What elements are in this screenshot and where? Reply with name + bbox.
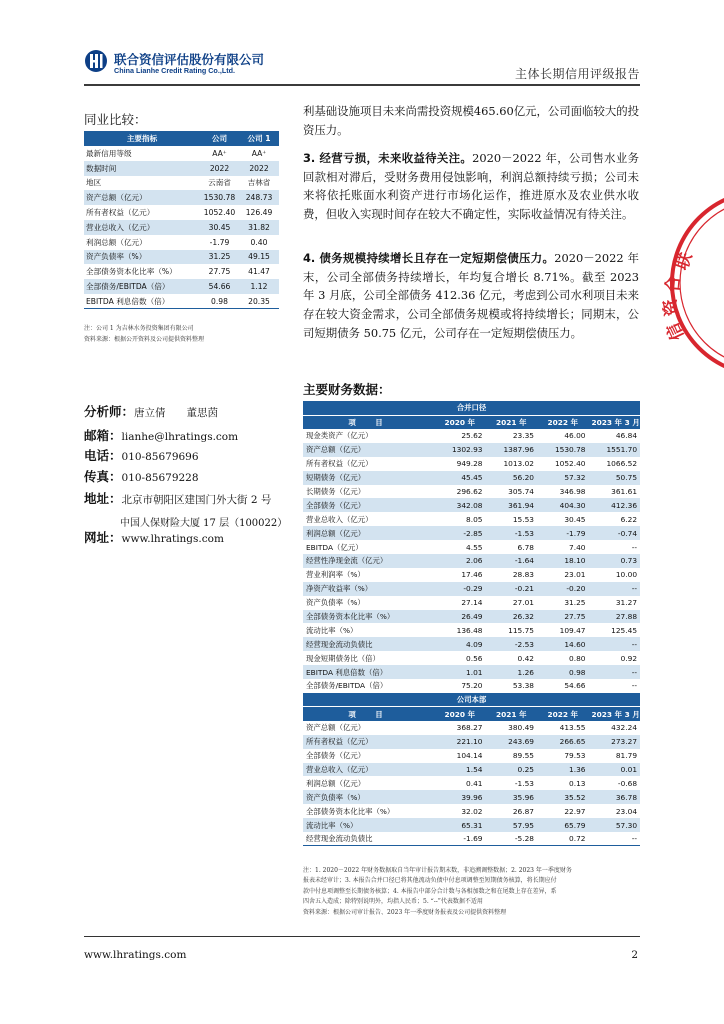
row-label: 现金短期债务比（倍）: [306, 653, 380, 663]
table-row: [303, 429, 640, 443]
table-row: [303, 498, 640, 512]
cell-value: 26.49: [434, 610, 486, 624]
paragraph-4: [303, 249, 639, 343]
table-row: [84, 294, 279, 309]
table-row: [303, 804, 640, 818]
table-row: [84, 235, 279, 250]
row-label: EBITDA（亿元）: [306, 542, 363, 552]
cell-value: 4.55: [466, 542, 483, 552]
row-label: 经营现金流动负债比: [303, 637, 434, 651]
cell-value: AA⁺: [212, 148, 227, 158]
cell-value: -1.79: [537, 526, 589, 540]
cell-value: 1.54: [434, 763, 486, 777]
cell-value: 0.73: [589, 554, 641, 568]
cell-value: 28.83: [512, 570, 534, 580]
row-label: 资产总额（亿元）: [84, 190, 200, 205]
cell-value: 35.52: [537, 790, 589, 804]
cell-value: 89.55: [512, 751, 534, 761]
table-row: [84, 176, 279, 191]
row-label: 营业利润率（%）: [306, 570, 365, 580]
table-row: [303, 568, 640, 582]
cell-value: 248.73: [239, 190, 279, 205]
table-row: [303, 651, 640, 665]
cell-value: 0.80: [569, 653, 586, 663]
cell-value: 346.98: [559, 487, 586, 496]
svg-text:合: 合: [663, 274, 685, 294]
table-header-row: [84, 131, 279, 146]
address-value-2: 中国人保财险大厦 17 层（100022）: [120, 518, 288, 529]
column-header: 2022 年: [537, 707, 589, 721]
cell-value: 412.36: [589, 498, 641, 512]
cell-value: 2022: [239, 161, 279, 176]
cell-value: 1387.96: [486, 443, 538, 457]
row-label: 短期债务（亿元）: [303, 471, 434, 485]
cell-value: 27.88: [589, 610, 641, 624]
cell-value: 125.45: [611, 625, 638, 635]
cell-value: 8.05: [466, 514, 483, 524]
cell-value: 361.94: [486, 498, 538, 512]
cell-value: 243.69: [486, 735, 538, 749]
row-label: 全部债务/EBITDA（倍）: [84, 279, 200, 294]
cell-value: 云南省: [208, 178, 231, 188]
table-row: [303, 485, 640, 499]
row-label: 资产总额（亿元）: [303, 443, 434, 457]
paragraph-continued: 利基础设施项目未来尚需投资规模465.60亿元，公司面临较大的投资压力。: [303, 104, 640, 137]
table-row: [303, 623, 640, 637]
cell-value: 6.78: [517, 542, 534, 552]
cell-value: 1.36: [537, 763, 589, 777]
cell-value: 404.30: [537, 498, 589, 512]
cell-value: 54.66: [564, 681, 586, 691]
section-title: 公司本部: [303, 693, 640, 707]
table-row: [303, 554, 640, 568]
cell-value: -0.68: [617, 778, 638, 788]
table-row: [303, 832, 640, 846]
table-row: [84, 279, 279, 294]
cell-value: 273.27: [589, 735, 641, 749]
svg-text:信: 信: [663, 319, 689, 344]
cell-value: 1052.40: [203, 208, 236, 218]
row-label: 资产负债率（%）: [306, 598, 365, 608]
row-label: 全部债务（亿元）: [306, 751, 366, 761]
fax-value: 010-85679228: [121, 472, 199, 484]
cell-value: 56.20: [486, 471, 538, 485]
row-label: 资产负债率（%）: [84, 250, 200, 265]
table-row: [84, 250, 279, 265]
cell-value: 46.84: [615, 431, 638, 441]
row-label: 所有者权益（亿元）: [303, 735, 434, 749]
cell-value: 126.49: [245, 208, 273, 218]
cell-value: 39.96: [434, 790, 486, 804]
cell-value: -0.74: [589, 526, 641, 540]
fax-label: 传真：: [84, 469, 122, 484]
cell-value: --: [631, 681, 638, 691]
table-row: [303, 790, 640, 804]
cell-value: 380.49: [508, 723, 534, 733]
cell-value: 49.15: [239, 250, 279, 265]
financial-notes: [303, 866, 641, 918]
row-label: EBITDA 利息倍数（倍）: [84, 294, 200, 309]
analyst-label: 分析师：: [84, 404, 135, 419]
phone-line: [84, 446, 199, 464]
column-header: 2020 年: [434, 415, 486, 429]
cell-value: 10.00: [615, 570, 638, 580]
cell-value: -1.69: [434, 832, 486, 846]
cell-value: 1302.93: [434, 443, 486, 457]
row-label: 长期债务（亿元）: [306, 487, 366, 496]
svg-text:联: 联: [671, 249, 697, 273]
cell-value: 266.65: [537, 735, 589, 749]
row-label: 利润总额（亿元）: [86, 237, 147, 247]
cell-value: 305.74: [508, 487, 534, 496]
cell-value: 109.47: [559, 625, 586, 635]
column-header: 公司: [200, 131, 239, 146]
cell-value: 57.95: [486, 818, 538, 832]
cell-value: 75.20: [461, 681, 483, 691]
cell-value: 45.45: [434, 471, 486, 485]
note-line: 注：公司 1 为吉林水务投资集团有限公司: [84, 325, 194, 332]
row-label: 全部债务资本化比率（%）: [303, 610, 434, 624]
paragraph-3: [303, 149, 639, 224]
row-label: 数据时间: [84, 161, 200, 176]
row-label: 所有者权益（亿元）: [306, 459, 373, 469]
cell-value: 1551.70: [589, 443, 641, 457]
footer-website[interactable]: www.lhratings.com: [84, 949, 187, 961]
cell-value: 36.78: [589, 790, 641, 804]
row-label: 现金类资产（亿元）: [306, 431, 373, 441]
table-row: [84, 205, 279, 220]
cell-value: 65.79: [537, 818, 589, 832]
cell-value: 0.98: [200, 294, 239, 309]
note-line: 注：1. 2020－2022 年财务数据取自当年审计报告期末数，非追溯调整数据；2. 2023 年一季度财务: [303, 867, 572, 874]
cell-value: -1.79: [209, 237, 230, 247]
table-row: [303, 665, 640, 679]
cell-value: -2.53: [486, 637, 538, 651]
cell-value: 15.53: [512, 514, 534, 524]
row-label: 经营现金流动负债比: [303, 832, 434, 846]
row-label: 营业总收入（亿元）: [303, 763, 434, 777]
cell-value: 31.82: [239, 220, 279, 235]
page-number: 2: [631, 949, 638, 961]
row-label: 最新信用等级: [86, 148, 132, 158]
table-row: [303, 749, 640, 763]
table-row: [84, 264, 279, 279]
column-header: 公司 1: [239, 131, 279, 146]
cell-value: 27.14: [461, 598, 483, 608]
cell-value: 0.72: [537, 832, 589, 846]
email-label: 邮箱：: [84, 428, 122, 443]
fax-line: [84, 467, 199, 485]
note-line: 报表未经审计；3. 本报告合并口径已将其他流动负债中付息项调整至短期债务核算，将长期应付: [303, 877, 557, 885]
cell-value: 342.08: [434, 498, 486, 512]
cell-value: 65.31: [434, 818, 486, 832]
table-row: [303, 512, 640, 526]
cell-value: 30.45: [564, 514, 586, 524]
table-row: [303, 637, 640, 651]
cell-value: 35.96: [486, 790, 538, 804]
column-header: 项 目: [303, 707, 434, 721]
table-row: [303, 721, 640, 735]
table-row: [303, 596, 640, 610]
address-line: [84, 489, 271, 507]
cell-value: 吉林省: [247, 178, 271, 188]
analyst-names: 唐立倩 董思茵: [134, 407, 219, 419]
cell-value: 46.00: [564, 431, 586, 441]
financial-data-table: [303, 401, 640, 846]
cell-value: -1.64: [486, 554, 538, 568]
cell-value: -0.21: [486, 582, 538, 596]
cell-value: 4.09: [434, 637, 486, 651]
table-row: [303, 610, 640, 624]
cell-value: --: [589, 637, 641, 651]
cell-value: --: [589, 582, 641, 596]
row-label: 资产总额（亿元）: [306, 723, 366, 733]
cell-value: -0.20: [537, 582, 589, 596]
cell-value: 115.75: [508, 625, 534, 635]
svg-text:资: 资: [660, 297, 683, 318]
cell-value: 17.46: [461, 570, 483, 580]
column-header: 2022 年: [537, 415, 589, 429]
header-divider: [84, 84, 640, 86]
row-label: EBITDA 利息倍数（倍）: [303, 665, 434, 679]
cell-value: 30.45: [200, 220, 239, 235]
cell-value: -0.29: [434, 582, 486, 596]
cell-value: 20.35: [239, 294, 279, 309]
cell-value: 22.97: [564, 806, 586, 816]
analyst-line: [84, 402, 218, 420]
cell-value: 361.61: [611, 487, 638, 496]
cell-value: 1530.78: [537, 443, 589, 457]
cell-value: 54.66: [200, 279, 239, 294]
cell-value: 2022: [200, 161, 239, 176]
table-row: [84, 161, 279, 176]
cell-value: 413.55: [559, 723, 586, 733]
cell-value: 53.38: [512, 681, 534, 691]
table-row: [303, 471, 640, 485]
cell-value: 23.04: [615, 806, 638, 816]
table-row: [303, 526, 640, 540]
row-label: 营业总收入（亿元）: [306, 514, 373, 524]
cell-value: 7.40: [569, 542, 586, 552]
cell-value: 296.62: [456, 487, 483, 496]
row-label: 所有者权益（亿元）: [86, 208, 155, 218]
cell-value: 1.26: [486, 665, 538, 679]
company-name-cn: 联合资信评估股份有限公司: [114, 52, 265, 67]
cell-value: 31.27: [615, 598, 638, 608]
cell-value: 1013.02: [503, 459, 534, 469]
section-parent: [303, 693, 640, 707]
report-type: 主体长期信用评级报告: [514, 67, 640, 81]
table-row: [303, 735, 640, 749]
cell-value: --: [631, 542, 638, 552]
column-header: 项 目: [303, 415, 434, 429]
section-title: 合并口径: [303, 401, 640, 415]
peer-notes: [84, 324, 284, 345]
row-label: 全部债务资本化比率（%）: [306, 806, 395, 816]
row-label: 流动比率（%）: [303, 818, 434, 832]
company-name-en: China Lianhe Credit Rating Co.,Ltd.: [114, 66, 235, 75]
website-line: [84, 528, 224, 546]
address-value-1: 北京市朝阳区建国门外大街 2 号: [121, 494, 272, 506]
row-label: 流动比率（%）: [306, 625, 358, 635]
cell-value: -5.28: [486, 832, 538, 846]
cell-value: 0.25: [486, 763, 538, 777]
cell-value: 18.10: [537, 554, 589, 568]
paragraph-3-text: 2020－2022 年，公司售水业务回款相对滞后，受财务费用侵蚀影响，利润总额持续亏损；公司未来将依托账面水利资产进行市场化运作，推进原水及农业供水收费，但收入实现时间存在较大不确定性，实际收益情况有待关注。: [303, 151, 639, 222]
cell-value: 0.01: [589, 763, 641, 777]
paragraph-3-heading: 3. 经营亏损，未来收益待关注。: [303, 151, 473, 165]
cell-value: 27.75: [208, 267, 231, 277]
cell-value: 27.01: [512, 598, 534, 608]
cell-value: 57.32: [537, 471, 589, 485]
row-label: 净资产收益率（%）: [303, 582, 434, 596]
table-header-row: [303, 707, 640, 721]
cell-value: 136.48: [456, 625, 483, 635]
cell-value: 0.98: [537, 665, 589, 679]
cell-value: 27.75: [537, 610, 589, 624]
table-row: [303, 457, 640, 471]
cell-value: -2.85: [434, 526, 486, 540]
cell-value: 1.12: [239, 279, 279, 294]
table-row: [303, 763, 640, 777]
website-label: 网址：: [84, 530, 122, 545]
column-header: 2021 年: [486, 415, 538, 429]
table-row: [84, 190, 279, 205]
cell-value: 1052.40: [554, 459, 586, 469]
cell-value: 0.92: [620, 653, 638, 663]
table-row: [303, 443, 640, 457]
cell-value: 1066.52: [606, 459, 638, 469]
table-row: [303, 776, 640, 790]
cell-value: 14.60: [537, 637, 589, 651]
cell-value: 1.01: [434, 665, 486, 679]
cell-value: 6.22: [620, 514, 638, 524]
cell-value: 104.14: [456, 751, 483, 761]
row-label: 经营性净现金流（亿元）: [303, 554, 434, 568]
paragraph-4-heading: 4. 债务规模持续增长且存在一定短期偿债压力。: [303, 251, 555, 265]
email-link[interactable]: lianhe@lhratings.com: [121, 431, 239, 443]
cell-value: 79.53: [564, 751, 586, 761]
email-line: [84, 426, 238, 444]
column-header: 2023 年 3 月: [589, 707, 641, 721]
note-line: 资料来源：根据公开资料及公司提供资料整理: [84, 335, 205, 343]
company-logo: [84, 49, 108, 73]
row-label: 全部债务/EBITDA（倍）: [306, 681, 388, 691]
company-seal: [660, 183, 724, 383]
row-label: 全部债务（亿元）: [303, 498, 434, 512]
row-label: 地区: [86, 178, 102, 188]
cell-value: AA⁺: [251, 148, 267, 158]
peer-comparison-title: 同业比较：: [84, 112, 147, 127]
cell-value: 26.32: [486, 610, 538, 624]
peer-comparison-table: [84, 131, 279, 309]
cell-value: 32.02: [461, 806, 483, 816]
cell-value: -1.53: [486, 526, 538, 540]
cell-value: 50.75: [589, 471, 641, 485]
table-row: [303, 540, 640, 554]
cell-value: 0.56: [466, 653, 483, 663]
row-label: 全部债务资本化比率（%）: [86, 267, 177, 277]
row-label: 营业总收入（亿元）: [84, 220, 200, 235]
cell-value: 31.25: [564, 598, 586, 608]
cell-value: --: [589, 832, 641, 846]
financial-data-title: 主要财务数据：: [303, 382, 391, 397]
note-line: 款中付息项调整至长期债务核算；4. 本报告中部分合计数与各相加数之和在尾数上存在差异，系: [303, 887, 557, 895]
website-link[interactable]: www.lhratings.com: [121, 533, 224, 545]
cell-value: 1530.78: [200, 190, 239, 205]
cell-value: 26.87: [512, 806, 534, 816]
cell-value: 25.62: [461, 431, 483, 441]
cell-value: 23.35: [512, 431, 534, 441]
cell-value: 31.25: [200, 250, 239, 265]
column-header: 2021 年: [486, 707, 538, 721]
table-header-row: [303, 415, 640, 429]
cell-value: 23.01: [564, 570, 586, 580]
cell-value: 0.41: [466, 778, 483, 788]
address-label: 地址：: [84, 491, 122, 506]
column-header: 2023 年 3 月: [589, 415, 641, 429]
cell-value: 41.47: [248, 267, 270, 277]
phone-label: 电话：: [84, 448, 122, 463]
table-row: [84, 146, 279, 161]
footer-divider: [84, 936, 640, 937]
cell-value: 81.79: [615, 751, 638, 761]
cell-value: 368.27: [456, 723, 483, 733]
table-row: [303, 582, 640, 596]
row-label: 利润总额（亿元）: [303, 526, 434, 540]
column-header: 2020 年: [434, 707, 486, 721]
column-header: 主要指标: [84, 131, 200, 146]
cell-value: 0.42: [517, 653, 534, 663]
paragraph-4-text: 2020－2022 年末，公司全部债务持续增长，年均复合增长 8.71%。截至 2023 年 3 月底，公司全部债务 412.36 亿元，考虑到公司水利项目未来存在较大资金需求，公司全部债务规模或将持续增长；同期末，公司短期债务 50.75 亿元，公司存在一定短期偿债压力。: [303, 251, 639, 340]
row-label: 资产负债率（%）: [303, 790, 434, 804]
cell-value: 949.28: [456, 459, 483, 469]
cell-value: 2.06: [434, 554, 486, 568]
table-row: [303, 679, 640, 693]
cell-value: -1.53: [514, 778, 534, 788]
table-row: [303, 818, 640, 832]
phone-value: 010-85679696: [121, 451, 199, 463]
cell-value: 221.10: [434, 735, 486, 749]
section-consolidated: [303, 401, 640, 415]
row-label: 利润总额（亿元）: [306, 778, 366, 788]
note-line: 资料来源：根据公司审计报告、2023 年一季度财务报表及公司提供资料整理: [303, 908, 507, 916]
cell-value: 0.40: [250, 237, 268, 247]
cell-value: 0.13: [569, 778, 586, 788]
cell-value: --: [589, 665, 641, 679]
note-line: 四舍五入造成；除特别说明外，均指人民币；5. “--”代表数据不适用: [303, 898, 483, 906]
table-row: [84, 220, 279, 235]
cell-value: 57.30: [589, 818, 641, 832]
cell-value: 432.24: [611, 723, 638, 733]
